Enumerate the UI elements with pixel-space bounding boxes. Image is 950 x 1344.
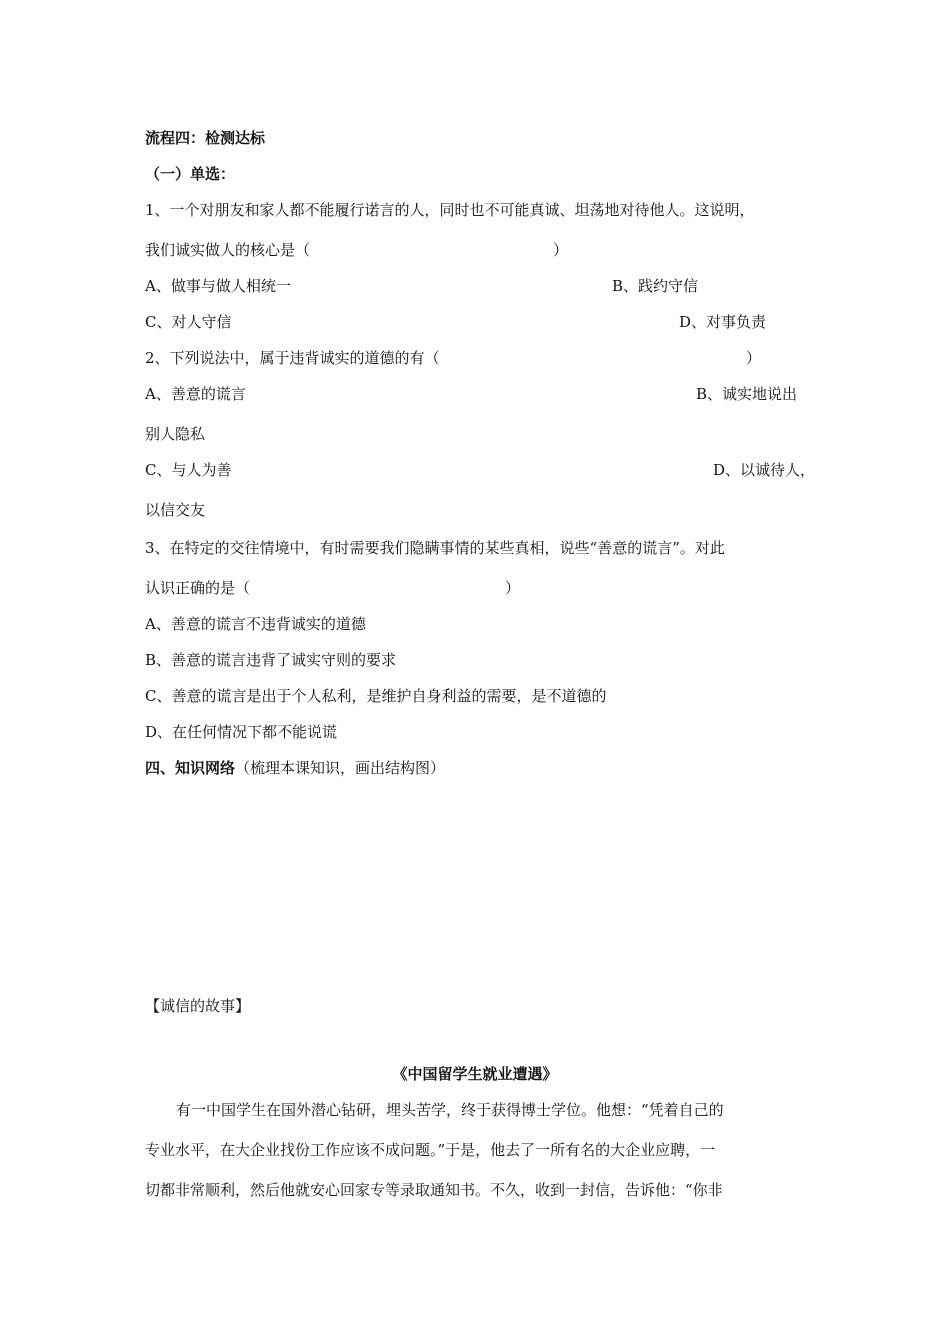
q1-option-a: A、做事与做人相统一	[145, 277, 291, 295]
story-paragraph-line3: 切都非常顺利，然后他就安心回家专等录取通知书。不久，收到一封信，告诉他：“你非	[145, 1181, 723, 1199]
knowledge-network-title: 四、知识网络	[145, 759, 236, 777]
q2-option-a: A、善意的谎言	[145, 385, 246, 403]
story-title: 《中国留学生就业遭遇》	[392, 1065, 558, 1083]
q2-option-b-cont: 别人隐私	[145, 425, 206, 443]
q3-option-b: B、善意的谎言违背了诚实守则的要求	[145, 651, 397, 669]
q3-option-d: D、在任何情况下都不能说谎	[145, 723, 338, 741]
q2-option-d: D、以诚待人，	[713, 461, 816, 479]
story-paragraph-line2: 专业水平，在大企业找份工作应该不成问题。”于是，他去了一所有名的大企业应聘，一	[145, 1141, 716, 1159]
q1-stem-line1: 1、一个对朋友和家人都不能履行诺言的人，同时也不可能真诚、坦荡地对待他人。这说明，	[145, 201, 755, 219]
q1-option-b: B、践约守信	[612, 277, 699, 295]
story-label: 【诚信的故事】	[145, 997, 251, 1015]
q2-stem-bracket: ）	[746, 349, 762, 367]
subsection-title: （一）单选：	[145, 165, 236, 183]
q2-stem: 2、下列说法中，属于违背诚实的道德的有（	[145, 349, 440, 367]
q2-option-d-cont: 以信交友	[145, 501, 206, 519]
q3-option-a: A、善意的谎言不违背诚实的道德	[145, 615, 366, 633]
story-paragraph-line1: 有一中国学生在国外潜心钻研，埋头苦学，终于获得博士学位。他想：“凭着自己的	[176, 1101, 724, 1119]
q1-option-c: C、对人守信	[145, 313, 232, 331]
section-title: 流程四：检测达标	[145, 129, 266, 147]
knowledge-network-note: （梳理本课知识，画出结构图）	[235, 759, 446, 777]
q1-stem-line2: 我们诚实做人的核心是（	[145, 241, 311, 259]
q3-stem-line2: 认识正确的是（	[145, 579, 251, 597]
q1-stem-bracket: ）	[553, 241, 569, 259]
q2-option-b: B、诚实地说出	[696, 385, 798, 403]
q3-stem-line1: 3、在特定的交往情境中，有时需要我们隐瞒事情的某些真相，说些“善意的谎言”。对此	[145, 539, 725, 557]
q1-option-d: D、对事负责	[679, 313, 767, 331]
q3-stem-bracket: ）	[505, 579, 521, 597]
knowledge-network-heading	[145, 758, 445, 778]
q2-option-c: C、与人为善	[145, 461, 232, 479]
q3-option-c: C、善意的谎言是出于个人私利，是维护自身利益的需要，是不道德的	[145, 687, 607, 705]
